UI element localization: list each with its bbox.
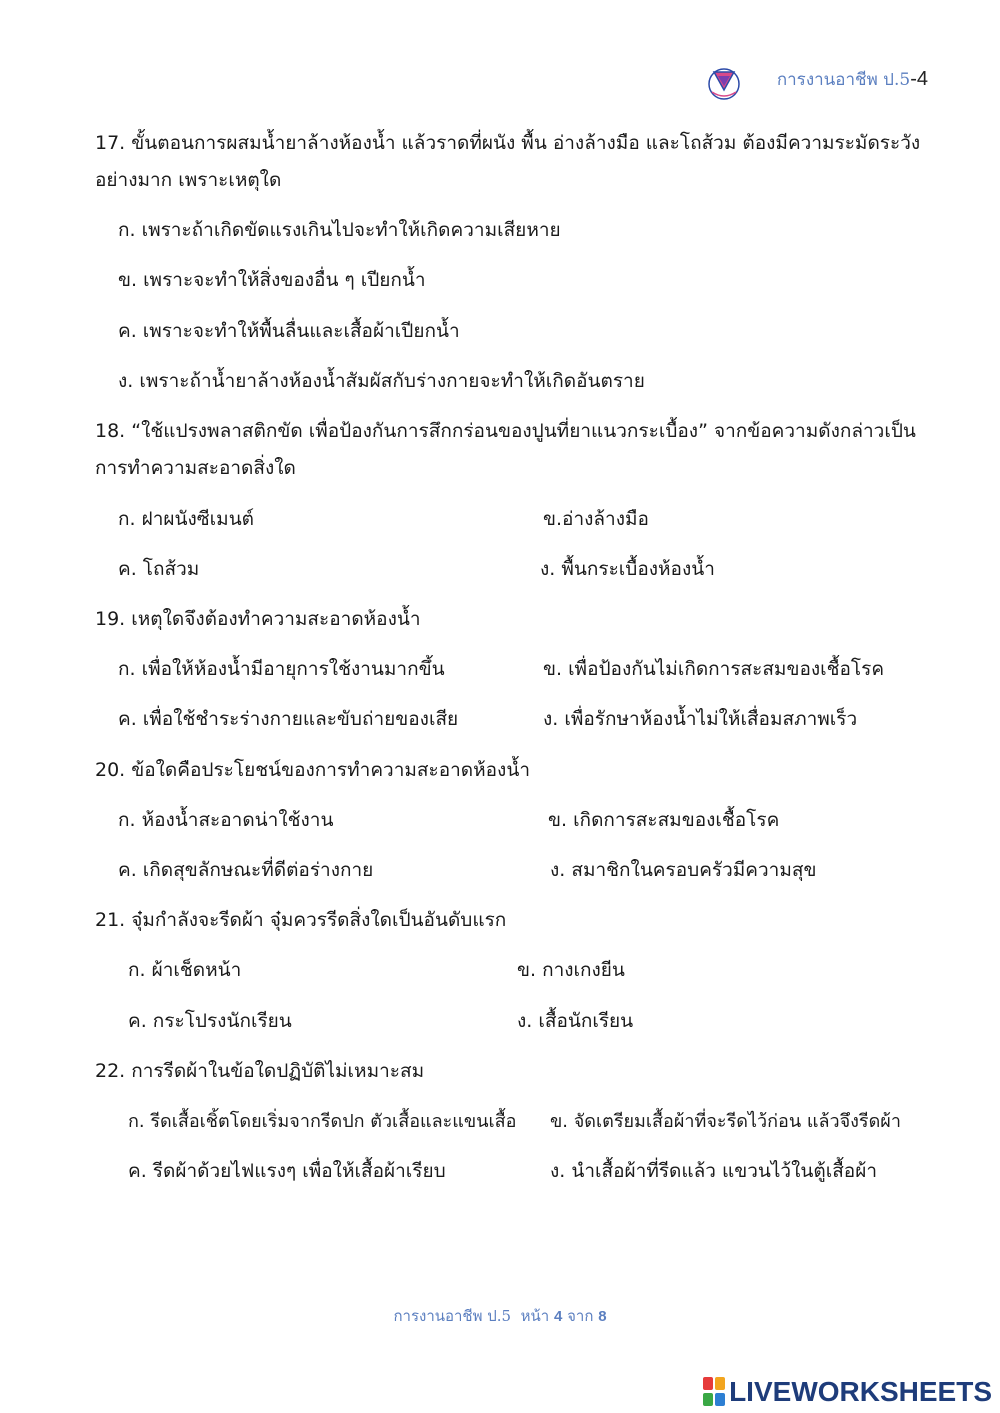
page-footer xyxy=(0,1304,1000,1328)
question-17-option-a: ก. เพราะถ้าเกิดขัดแรงเกินไปจะทำให้เกิดความเสียหาย xyxy=(118,219,561,241)
question-17-option-c: ค. เพราะจะทำให้พื้นลื่นและเสื้อผ้าเปียกน้ำ xyxy=(118,320,460,342)
question-18-option-a: ก. ฝาผนังซีเมนต์ xyxy=(118,508,255,530)
question-18-option-d: ง. พื้นกระเบื้องห้องน้ำ xyxy=(540,558,715,580)
question-18-option-c: ค. โถส้วม xyxy=(118,558,200,580)
footer-subject: การงานอาชีพ ป.5 xyxy=(393,1307,512,1325)
question-18-line-1: 18. “ใช้แปรงพลาสติกขัด เพื่อป้องกันการสึกกร่อนของปูนที่ยาแนวกระเบื้อง” จากข้อความดังกล่าวเป็น xyxy=(95,420,916,442)
footer-of-word: จาก xyxy=(567,1307,594,1325)
footer-page-number: 4 xyxy=(554,1308,563,1325)
question-19-option-b: ข. เพื่อป้องกันไม่เกิดการสะสมของเชื้อโรค xyxy=(543,658,885,680)
question-20-option-b: ข. เกิดการสะสมของเชื้อโรค xyxy=(548,809,780,831)
question-17-line-2: อย่างมาก เพราะเหตุใด xyxy=(95,169,282,191)
footer-total-pages: 8 xyxy=(598,1308,607,1325)
school-logo-icon xyxy=(706,62,742,102)
question-22-line-1: 22. การรีดผ้าในข้อใดปฏิบัติไม่เหมาะสม xyxy=(95,1060,425,1082)
question-22-option-b: ข. จัดเตรียมเสื้อผ้าที่จะรีดไว้ก่อน แล้วจึงรีดผ้า xyxy=(550,1111,901,1132)
question-19-option-c: ค. เพื่อใช้ชำระร่างกายและขับถ่ายของเสีย xyxy=(118,708,459,730)
footer-page-word: หน้า xyxy=(520,1307,550,1325)
question-21-option-b: ข. กางเกงยีน xyxy=(517,959,625,981)
question-21-option-d: ง. เสื้อนักเรียน xyxy=(517,1010,634,1032)
question-22-option-a: ก. รีดเสื้อเชิ้ตโดยเริ่มจากรีดปก ตัวเสื้อและแขนเสื้อ xyxy=(128,1111,517,1132)
liveworksheets-wordmark: LIVEWORKSHEETS xyxy=(729,1376,992,1407)
question-17-option-b: ข. เพราะจะทำให้สิ่งของอื่น ๆ เปียกน้ำ xyxy=(118,269,426,291)
liveworksheets-brand xyxy=(703,1372,992,1412)
header-subject: การงานอาชีพ ป.5 xyxy=(776,70,911,90)
question-21-option-a: ก. ผ้าเช็ดหน้า xyxy=(128,959,242,981)
liveworksheets-logo-icon xyxy=(703,1377,725,1407)
question-20-option-c: ค. เกิดสุขลักษณะที่ดีต่อร่างกาย xyxy=(118,859,374,881)
page-header xyxy=(777,66,928,93)
question-18-line-2: การทำความสะอาดสิ่งใด xyxy=(95,457,296,479)
question-20-option-d: ง. สมาชิกในครอบครัวมีความสุข xyxy=(550,859,817,881)
question-18-option-b: ข.อ่างล้างมือ xyxy=(543,508,649,530)
question-19-line-1: 19. เหตุใดจึงต้องทำความสะอาดห้องน้ำ xyxy=(95,608,421,630)
question-21-option-c: ค. กระโปรงนักเรียน xyxy=(128,1010,292,1032)
question-19-option-d: ง. เพื่อรักษาห้องน้ำไม่ให้เสื่อมสภาพเร็ว xyxy=(543,708,858,730)
question-17-line-1: 17. ขั้นตอนการผสมน้ำยาล้างห้องน้ำ แล้วราดที่ผนัง พื้น อ่างล้างมือ และโถส้วม ต้องมีความระมัดระวัง xyxy=(95,132,921,154)
question-19-option-a: ก. เพื่อให้ห้องน้ำมีอายุการใช้งานมากขึ้น xyxy=(118,658,445,680)
question-20-option-a: ก. ห้องน้ำสะอาดน่าใช้งาน xyxy=(118,809,334,831)
question-22-option-c: ค. รีดผ้าด้วยไฟแรงๆ เพื่อให้เสื้อผ้าเรียบ xyxy=(128,1160,446,1182)
question-17-option-d: ง. เพราะถ้าน้ำยาล้างห้องน้ำสัมผัสกับร่างกายจะทำให้เกิดอันตราย xyxy=(118,370,645,392)
question-22-option-d: ง. นำเสื้อผ้าที่รีดแล้ว แขวนไว้ในตู้เสื้อผ้า xyxy=(550,1160,878,1182)
question-21-line-1: 21. จุ๋มกำลังจะรีดผ้า จุ๋มควรรีดสิ่งใดเป็นอันดับแรก xyxy=(95,909,507,931)
question-20-line-1: 20. ข้อใดคือประโยชน์ของการทำความสะอาดห้องน้ำ xyxy=(95,759,530,781)
header-page-tag: -4 xyxy=(910,68,928,90)
